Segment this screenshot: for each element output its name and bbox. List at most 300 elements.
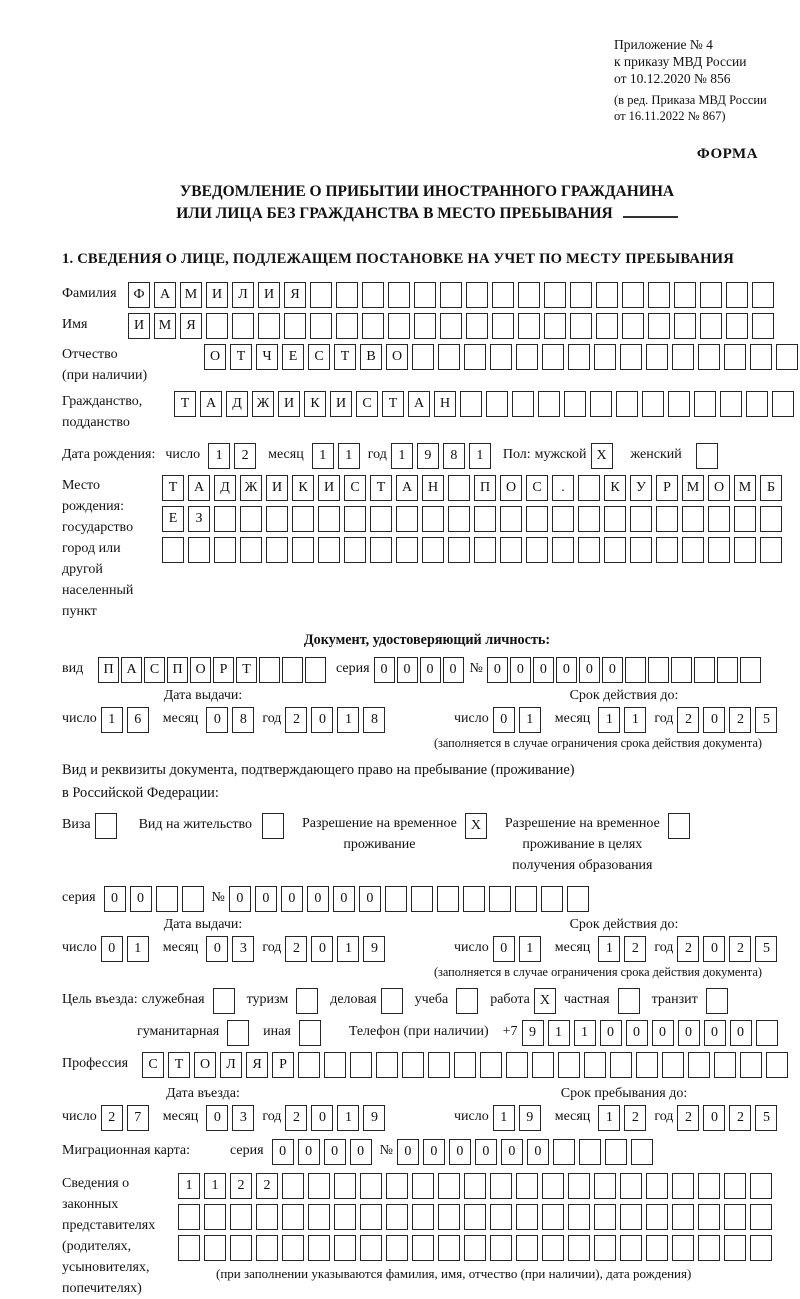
char-box[interactable]: 2: [677, 1105, 699, 1131]
char-box[interactable]: 0: [311, 936, 333, 962]
char-box[interactable]: 1: [391, 443, 413, 469]
char-box[interactable]: [696, 443, 718, 469]
char-box[interactable]: [516, 1204, 538, 1230]
char-box[interactable]: 0: [703, 1105, 725, 1131]
char-box[interactable]: [740, 1052, 762, 1078]
stay-number-boxes[interactable]: [229, 886, 593, 912]
char-box[interactable]: 0: [307, 886, 329, 912]
char-box[interactable]: [448, 475, 470, 501]
char-box[interactable]: 1: [598, 707, 620, 733]
char-box[interactable]: [568, 1235, 590, 1261]
birth-day-boxes[interactable]: [208, 443, 260, 469]
char-box[interactable]: [622, 313, 644, 339]
char-box[interactable]: [594, 1235, 616, 1261]
char-box[interactable]: И: [330, 391, 352, 417]
char-box[interactable]: И: [266, 475, 288, 501]
char-box[interactable]: [567, 886, 589, 912]
char-box[interactable]: К: [292, 475, 314, 501]
char-box[interactable]: 0: [493, 707, 515, 733]
char-box[interactable]: [292, 506, 314, 532]
char-box[interactable]: 0: [527, 1139, 549, 1165]
char-box[interactable]: [412, 344, 434, 370]
char-box[interactable]: [646, 1204, 668, 1230]
char-box[interactable]: М: [734, 475, 756, 501]
migration-series-boxes[interactable]: [272, 1139, 376, 1165]
char-box[interactable]: [308, 1204, 330, 1230]
char-box[interactable]: [776, 344, 798, 370]
char-box[interactable]: 0: [626, 1020, 648, 1046]
char-box[interactable]: [646, 1235, 668, 1261]
char-box[interactable]: [178, 1235, 200, 1261]
char-box[interactable]: 2: [729, 1105, 751, 1131]
char-box[interactable]: 9: [363, 936, 385, 962]
char-box[interactable]: Я: [180, 313, 202, 339]
char-box[interactable]: 0: [423, 1139, 445, 1165]
char-box[interactable]: [156, 886, 178, 912]
char-box[interactable]: А: [121, 657, 142, 683]
char-box[interactable]: Л: [232, 282, 254, 308]
char-box[interactable]: 0: [487, 657, 508, 683]
char-box[interactable]: 0: [533, 657, 554, 683]
char-box[interactable]: [568, 1204, 590, 1230]
char-box[interactable]: 0: [130, 886, 152, 912]
char-box[interactable]: [414, 313, 436, 339]
char-box[interactable]: 3: [232, 1105, 254, 1131]
char-box[interactable]: [310, 313, 332, 339]
char-box[interactable]: [766, 1052, 788, 1078]
char-box[interactable]: 1: [519, 707, 541, 733]
stay-valid-month-boxes[interactable]: [598, 936, 650, 962]
char-box[interactable]: [694, 391, 716, 417]
char-box[interactable]: 2: [677, 936, 699, 962]
char-box[interactable]: [526, 537, 548, 563]
given-name-boxes[interactable]: [128, 313, 778, 339]
char-box[interactable]: [227, 1020, 249, 1046]
char-box[interactable]: [630, 506, 652, 532]
birth-place-row2-boxes[interactable]: [162, 506, 786, 532]
char-box[interactable]: [386, 1235, 408, 1261]
entry-day-boxes[interactable]: [101, 1105, 153, 1131]
char-box[interactable]: 0: [703, 936, 725, 962]
char-box[interactable]: О: [386, 344, 408, 370]
char-box[interactable]: [490, 1173, 512, 1199]
char-box[interactable]: [552, 506, 574, 532]
char-box[interactable]: [578, 475, 600, 501]
char-box[interactable]: [570, 282, 592, 308]
char-box[interactable]: [334, 1235, 356, 1261]
char-box[interactable]: [532, 1052, 554, 1078]
char-box[interactable]: А: [408, 391, 430, 417]
char-box[interactable]: [616, 391, 638, 417]
char-box[interactable]: Т: [174, 391, 196, 417]
char-box[interactable]: Т: [168, 1052, 190, 1078]
representatives-row2-boxes[interactable]: [178, 1204, 776, 1230]
char-box[interactable]: [578, 537, 600, 563]
char-box[interactable]: [230, 1235, 252, 1261]
char-box[interactable]: [515, 886, 537, 912]
stay-until-year-boxes[interactable]: [677, 1105, 781, 1131]
char-box[interactable]: 0: [510, 657, 531, 683]
char-box[interactable]: А: [396, 475, 418, 501]
char-box[interactable]: [724, 1235, 746, 1261]
char-box[interactable]: [500, 537, 522, 563]
char-box[interactable]: [214, 537, 236, 563]
stay-issue-day-boxes[interactable]: [101, 936, 153, 962]
char-box[interactable]: В: [360, 344, 382, 370]
char-box[interactable]: [706, 988, 728, 1014]
char-box[interactable]: М: [682, 475, 704, 501]
char-box[interactable]: [370, 537, 392, 563]
char-box[interactable]: [698, 1204, 720, 1230]
char-box[interactable]: Р: [656, 475, 678, 501]
char-box[interactable]: [542, 1235, 564, 1261]
char-box[interactable]: [259, 657, 280, 683]
representatives-row3-boxes[interactable]: [178, 1235, 776, 1261]
char-box[interactable]: [620, 1235, 642, 1261]
char-box[interactable]: [672, 1235, 694, 1261]
char-box[interactable]: 0: [730, 1020, 752, 1046]
char-box[interactable]: 3: [232, 936, 254, 962]
char-box[interactable]: [648, 657, 669, 683]
stay-series-boxes[interactable]: [104, 886, 208, 912]
char-box[interactable]: [656, 506, 678, 532]
profession-boxes[interactable]: [142, 1052, 792, 1078]
char-box[interactable]: [553, 1139, 575, 1165]
char-box[interactable]: [386, 1173, 408, 1199]
char-box[interactable]: 2: [624, 936, 646, 962]
char-box[interactable]: [385, 886, 407, 912]
char-box[interactable]: [668, 813, 690, 839]
char-box[interactable]: [492, 282, 514, 308]
char-box[interactable]: [694, 657, 715, 683]
char-box[interactable]: [262, 813, 284, 839]
char-box[interactable]: [596, 313, 618, 339]
doc-kind-boxes[interactable]: [98, 657, 328, 683]
representatives-row1-boxes[interactable]: [178, 1173, 776, 1199]
char-box[interactable]: У: [630, 475, 652, 501]
patronymic-boxes[interactable]: [204, 344, 800, 370]
char-box[interactable]: 2: [729, 936, 751, 962]
char-box[interactable]: С: [144, 657, 165, 683]
char-box[interactable]: 0: [703, 707, 725, 733]
char-box[interactable]: И: [206, 282, 228, 308]
char-box[interactable]: [648, 313, 670, 339]
char-box[interactable]: 1: [493, 1105, 515, 1131]
char-box[interactable]: [464, 1173, 486, 1199]
char-box[interactable]: [717, 657, 738, 683]
char-box[interactable]: 2: [256, 1173, 278, 1199]
char-box[interactable]: С: [356, 391, 378, 417]
char-box[interactable]: [682, 506, 704, 532]
char-box[interactable]: [204, 1204, 226, 1230]
char-box[interactable]: [646, 1173, 668, 1199]
char-box[interactable]: [625, 657, 646, 683]
purpose-study-checkbox[interactable]: [456, 988, 482, 1014]
char-box[interactable]: [526, 506, 548, 532]
char-box[interactable]: [232, 313, 254, 339]
char-box[interactable]: [344, 537, 366, 563]
char-box[interactable]: [370, 506, 392, 532]
char-box[interactable]: [299, 1020, 321, 1046]
char-box[interactable]: 6: [127, 707, 149, 733]
char-box[interactable]: [376, 1052, 398, 1078]
char-box[interactable]: [564, 391, 586, 417]
char-box[interactable]: 1: [204, 1173, 226, 1199]
char-box[interactable]: [750, 1204, 772, 1230]
char-box[interactable]: [596, 282, 618, 308]
char-box[interactable]: [360, 1173, 382, 1199]
char-box[interactable]: 0: [298, 1139, 320, 1165]
char-box[interactable]: [656, 537, 678, 563]
purpose-private-checkbox[interactable]: [618, 988, 644, 1014]
char-box[interactable]: [456, 988, 478, 1014]
char-box[interactable]: 0: [475, 1139, 497, 1165]
stay-valid-day-boxes[interactable]: [493, 936, 545, 962]
char-box[interactable]: [308, 1173, 330, 1199]
char-box[interactable]: [544, 313, 566, 339]
char-box[interactable]: [318, 537, 340, 563]
char-box[interactable]: [296, 988, 318, 1014]
char-box[interactable]: 0: [600, 1020, 622, 1046]
char-box[interactable]: 9: [417, 443, 439, 469]
char-box[interactable]: 5: [755, 1105, 777, 1131]
char-box[interactable]: З: [188, 506, 210, 532]
char-box[interactable]: [516, 1173, 538, 1199]
char-box[interactable]: [500, 506, 522, 532]
char-box[interactable]: [726, 313, 748, 339]
char-box[interactable]: [310, 282, 332, 308]
purpose-transit-checkbox[interactable]: [706, 988, 732, 1014]
doc-valid-day-boxes[interactable]: [493, 707, 545, 733]
char-box[interactable]: 2: [101, 1105, 123, 1131]
char-box[interactable]: [772, 391, 794, 417]
char-box[interactable]: [463, 886, 485, 912]
char-box[interactable]: [178, 1204, 200, 1230]
char-box[interactable]: К: [304, 391, 326, 417]
char-box[interactable]: [674, 313, 696, 339]
char-box[interactable]: [388, 313, 410, 339]
char-box[interactable]: [734, 537, 756, 563]
char-box[interactable]: О: [194, 1052, 216, 1078]
char-box[interactable]: [440, 282, 462, 308]
char-box[interactable]: 1: [519, 936, 541, 962]
char-box[interactable]: С: [526, 475, 548, 501]
char-box[interactable]: X: [465, 813, 487, 839]
char-box[interactable]: [720, 391, 742, 417]
char-box[interactable]: [620, 1173, 642, 1199]
char-box[interactable]: 0: [493, 936, 515, 962]
char-box[interactable]: [671, 657, 692, 683]
char-box[interactable]: [672, 344, 694, 370]
char-box[interactable]: 1: [208, 443, 230, 469]
char-box[interactable]: [402, 1052, 424, 1078]
entry-year-boxes[interactable]: [285, 1105, 389, 1131]
char-box[interactable]: [334, 1173, 356, 1199]
char-box[interactable]: [605, 1139, 627, 1165]
char-box[interactable]: 0: [206, 707, 228, 733]
char-box[interactable]: [568, 1173, 590, 1199]
char-box[interactable]: 2: [729, 707, 751, 733]
char-box[interactable]: [489, 886, 511, 912]
char-box[interactable]: [734, 506, 756, 532]
char-box[interactable]: И: [128, 313, 150, 339]
char-box[interactable]: [568, 344, 590, 370]
char-box[interactable]: [240, 506, 262, 532]
char-box[interactable]: 0: [311, 1105, 333, 1131]
char-box[interactable]: [411, 886, 433, 912]
char-box[interactable]: [318, 506, 340, 532]
migration-number-boxes[interactable]: [397, 1139, 657, 1165]
char-box[interactable]: [448, 537, 470, 563]
char-box[interactable]: 0: [104, 886, 126, 912]
char-box[interactable]: [292, 537, 314, 563]
char-box[interactable]: [386, 1204, 408, 1230]
char-box[interactable]: [700, 282, 722, 308]
char-box[interactable]: [642, 391, 664, 417]
char-box[interactable]: [594, 344, 616, 370]
char-box[interactable]: [480, 1052, 502, 1078]
char-box[interactable]: 0: [420, 657, 441, 683]
char-box[interactable]: [674, 282, 696, 308]
purpose-work-checkbox[interactable]: [534, 988, 560, 1014]
char-box[interactable]: Ж: [240, 475, 262, 501]
char-box[interactable]: [558, 1052, 580, 1078]
char-box[interactable]: [542, 344, 564, 370]
doc-valid-month-boxes[interactable]: [598, 707, 650, 733]
char-box[interactable]: 0: [324, 1139, 346, 1165]
char-box[interactable]: 1: [312, 443, 334, 469]
char-box[interactable]: 0: [101, 936, 123, 962]
char-box[interactable]: [95, 813, 117, 839]
char-box[interactable]: [388, 282, 410, 308]
char-box[interactable]: [182, 886, 204, 912]
char-box[interactable]: 9: [363, 1105, 385, 1131]
char-box[interactable]: 1: [469, 443, 491, 469]
char-box[interactable]: [492, 313, 514, 339]
char-box[interactable]: [542, 1204, 564, 1230]
char-box[interactable]: 2: [677, 707, 699, 733]
char-box[interactable]: [464, 1204, 486, 1230]
char-box[interactable]: 0: [579, 657, 600, 683]
char-box[interactable]: [464, 344, 486, 370]
purpose-official-checkbox[interactable]: [213, 988, 239, 1014]
char-box[interactable]: 0: [501, 1139, 523, 1165]
char-box[interactable]: 0: [281, 886, 303, 912]
char-box[interactable]: П: [98, 657, 119, 683]
char-box[interactable]: 9: [519, 1105, 541, 1131]
char-box[interactable]: С: [308, 344, 330, 370]
char-box[interactable]: 1: [101, 707, 123, 733]
char-box[interactable]: 1: [624, 707, 646, 733]
char-box[interactable]: Е: [282, 344, 304, 370]
char-box[interactable]: .: [552, 475, 574, 501]
char-box[interactable]: [552, 537, 574, 563]
char-box[interactable]: 0: [449, 1139, 471, 1165]
char-box[interactable]: [396, 506, 418, 532]
char-box[interactable]: [362, 282, 384, 308]
stay-issue-month-boxes[interactable]: [206, 936, 258, 962]
char-box[interactable]: М: [180, 282, 202, 308]
char-box[interactable]: Ф: [128, 282, 150, 308]
char-box[interactable]: 5: [755, 936, 777, 962]
char-box[interactable]: [298, 1052, 320, 1078]
char-box[interactable]: Н: [434, 391, 456, 417]
char-box[interactable]: [750, 1173, 772, 1199]
char-box[interactable]: Л: [220, 1052, 242, 1078]
doc-series-boxes[interactable]: [374, 657, 466, 683]
char-box[interactable]: Т: [236, 657, 257, 683]
char-box[interactable]: [206, 313, 228, 339]
char-box[interactable]: [437, 886, 459, 912]
char-box[interactable]: [668, 391, 690, 417]
char-box[interactable]: Н: [422, 475, 444, 501]
purpose-tourism-checkbox[interactable]: [296, 988, 322, 1014]
char-box[interactable]: [746, 391, 768, 417]
char-box[interactable]: [256, 1235, 278, 1261]
char-box[interactable]: 1: [338, 443, 360, 469]
char-box[interactable]: 2: [234, 443, 256, 469]
stay-valid-year-boxes[interactable]: [677, 936, 781, 962]
char-box[interactable]: [266, 537, 288, 563]
char-box[interactable]: [618, 988, 640, 1014]
char-box[interactable]: [752, 282, 774, 308]
char-box[interactable]: [648, 282, 670, 308]
char-box[interactable]: Ж: [252, 391, 274, 417]
char-box[interactable]: [506, 1052, 528, 1078]
char-box[interactable]: Б: [760, 475, 782, 501]
char-box[interactable]: [594, 1204, 616, 1230]
char-box[interactable]: О: [708, 475, 730, 501]
char-box[interactable]: 0: [311, 707, 333, 733]
char-box[interactable]: [604, 537, 626, 563]
char-box[interactable]: О: [500, 475, 522, 501]
char-box[interactable]: Я: [246, 1052, 268, 1078]
doc-issue-year-boxes[interactable]: [285, 707, 389, 733]
char-box[interactable]: Т: [334, 344, 356, 370]
char-box[interactable]: [714, 1052, 736, 1078]
char-box[interactable]: 0: [206, 1105, 228, 1131]
char-box[interactable]: 1: [337, 936, 359, 962]
char-box[interactable]: [284, 313, 306, 339]
char-box[interactable]: [760, 537, 782, 563]
char-box[interactable]: [466, 282, 488, 308]
birth-place-row1-boxes[interactable]: [162, 475, 786, 501]
title-blank-underline[interactable]: [623, 203, 678, 218]
char-box[interactable]: [700, 313, 722, 339]
char-box[interactable]: [740, 657, 761, 683]
char-box[interactable]: [360, 1204, 382, 1230]
doc-valid-year-boxes[interactable]: [677, 707, 781, 733]
char-box[interactable]: [422, 506, 444, 532]
char-box[interactable]: Т: [370, 475, 392, 501]
char-box[interactable]: [542, 1173, 564, 1199]
char-box[interactable]: Т: [162, 475, 184, 501]
char-box[interactable]: [750, 344, 772, 370]
char-box[interactable]: [396, 537, 418, 563]
char-box[interactable]: [412, 1204, 434, 1230]
char-box[interactable]: [708, 537, 730, 563]
char-box[interactable]: [622, 282, 644, 308]
char-box[interactable]: [362, 313, 384, 339]
char-box[interactable]: Р: [213, 657, 234, 683]
char-box[interactable]: [474, 537, 496, 563]
birth-year-boxes[interactable]: [391, 443, 495, 469]
char-box[interactable]: [579, 1139, 601, 1165]
rvp-education-checkbox[interactable]: [668, 813, 694, 839]
stay-until-month-boxes[interactable]: [598, 1105, 650, 1131]
purpose-humanitarian-checkbox[interactable]: [227, 1020, 253, 1046]
char-box[interactable]: [688, 1052, 710, 1078]
